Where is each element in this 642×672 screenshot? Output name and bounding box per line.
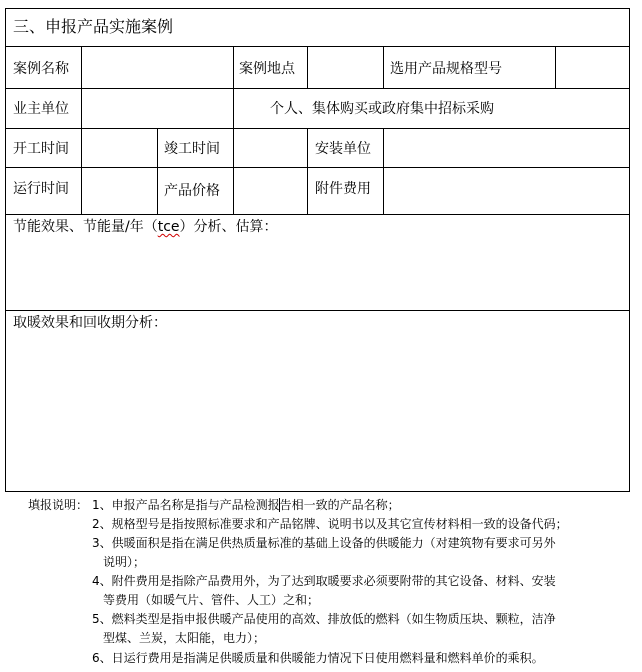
case-location-label: 案例地点 — [239, 61, 295, 77]
completion-time-label: 竣工时间 — [164, 141, 220, 157]
notes-heading: 填报说明： — [28, 498, 89, 512]
case-name-label: 案例名称 — [13, 61, 69, 77]
col-divider — [307, 46, 308, 88]
note-line: 4、附件费用是指除产品费用外，为了达到取暖要求必须要附带的其它设备、材料、安装 — [92, 574, 556, 588]
col-divider — [555, 46, 556, 88]
note-line: 6、日运行费用是指满足供暖质量和供暖能力情况下日使用燃料量和燃料单价的乘积。 — [92, 651, 544, 665]
col-divider — [307, 128, 308, 214]
col-divider — [233, 46, 234, 88]
table-frame — [5, 8, 630, 492]
row-divider — [5, 167, 630, 168]
energy-analysis-prefix: 节能效果、节能量/年（ — [13, 219, 158, 235]
note-line: 2、规格型号是指按照标准要求和产品铭牌、说明书以及其它宣传材料相一致的设备代码； — [92, 517, 568, 531]
purchase-type-label: 个人、集体购买或政府集中招标采购 — [270, 101, 494, 117]
row-divider — [5, 128, 630, 129]
col-divider — [383, 46, 384, 88]
col-divider — [81, 128, 82, 214]
note-line: 5、燃料类型是指申报供暖产品使用的高效、排放低的燃料（如生物质压块、颗粒，洁净 — [92, 612, 556, 626]
col-divider — [233, 128, 234, 214]
col-divider — [81, 46, 82, 88]
selected-model-label: 选用产品规格型号 — [390, 61, 502, 77]
heating-analysis-label: 取暖效果和回收期分析： — [13, 315, 167, 331]
note-line: 等费用（如暖气片、管件、人工）之和； — [103, 593, 320, 607]
row-divider — [5, 310, 630, 311]
start-time-label: 开工时间 — [13, 141, 69, 157]
row-divider — [5, 88, 630, 89]
accessory-cost-label: 附件费用 — [315, 181, 371, 197]
product-price-label: 产品价格 — [164, 183, 220, 199]
note-line: 1、申报产品名称是指与产品检测报告相一致的产品名称； — [92, 498, 400, 512]
owner-unit-label: 业主单位 — [13, 101, 69, 117]
col-divider — [157, 128, 158, 214]
energy-analysis-unit: tce — [157, 219, 180, 235]
energy-analysis-suffix: ）分析、估算： — [179, 219, 278, 235]
section-title: 三、申报产品实施案例 — [13, 17, 174, 36]
note-line: 3、供暖面积是指在满足供热质量标准的基础上设备的供暖能力（对建筑物有要求可另外 — [92, 536, 556, 550]
run-time-label: 运行时间 — [13, 181, 69, 197]
row-divider — [5, 46, 630, 47]
install-unit-label: 安装单位 — [315, 141, 371, 157]
note-line: 型煤、兰炭，太阳能，电力）； — [103, 631, 266, 645]
col-divider — [81, 88, 82, 128]
note-line: 说明）； — [103, 555, 146, 569]
energy-analysis-label — [13, 219, 278, 235]
col-divider — [233, 88, 234, 128]
col-divider — [383, 128, 384, 214]
row-divider — [5, 214, 630, 215]
